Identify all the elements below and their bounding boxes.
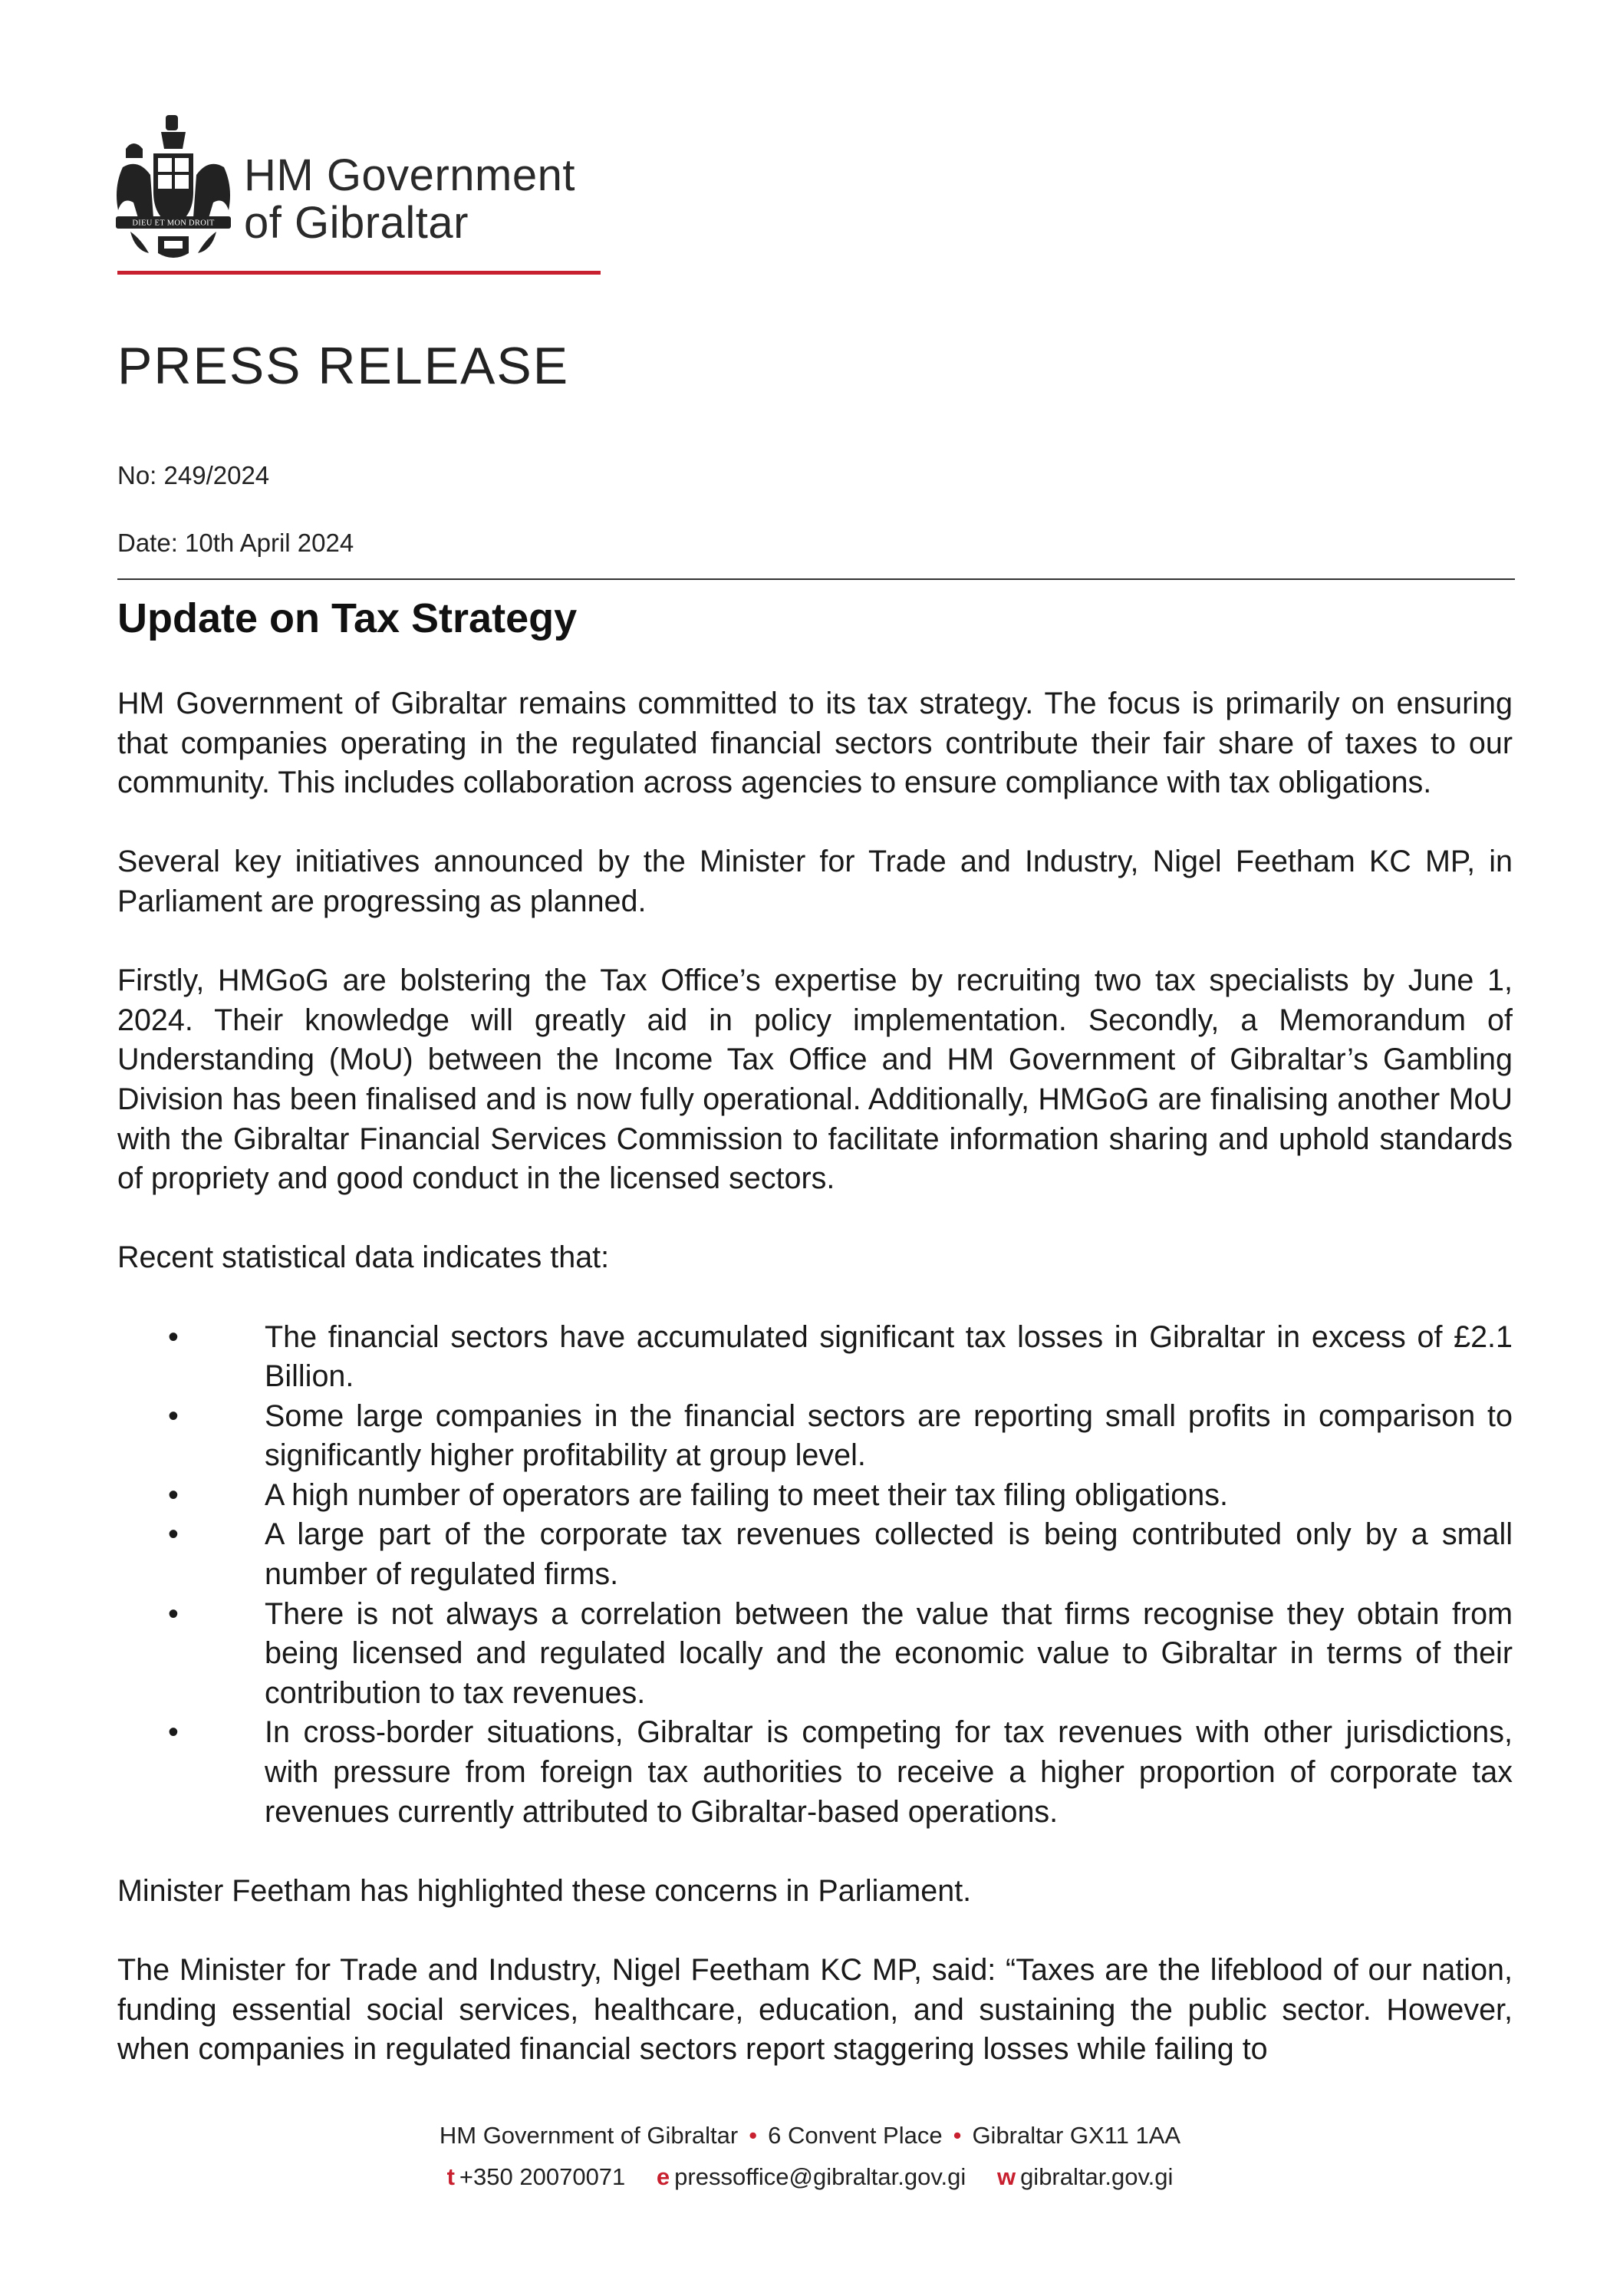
bullet-icon: •	[168, 1596, 179, 1631]
organisation-name	[244, 152, 575, 247]
separator-dot-icon: •	[953, 2122, 962, 2149]
bullet-icon: •	[168, 1398, 179, 1433]
bullet-icon: •	[168, 1319, 179, 1354]
bullet-icon: •	[168, 1517, 179, 1552]
org-name-line-2: of Gibraltar	[244, 198, 469, 248]
footer-org: HM Government of Gibraltar	[439, 2122, 739, 2149]
paragraph: The Minister for Trade and Industry, Nigel Feetham KC MP, said: “Taxes are the lifeblood of our nation, funding essential social services, healthcare, education, and sustaining the public sector. However, when companies in regulated financial sectors report staggering losses while failing to	[117, 1953, 1513, 2067]
list-item-text: There is not always a correlation between the value that firms recognise they obtain from being licensed and regulated locally and the economic value to Gibraltar in terms of their contribution to tax revenues.	[265, 1596, 1513, 1710]
paragraph: Several key initiatives announced by the Minister for Trade and Industry, Nigel Feetham KC MP, in Parliament are progressing as planned.	[117, 845, 1513, 918]
paragraph: HM Government of Gibraltar remains committed to its tax strategy. The focus is primarily on ensuring that companies operating in the regulated financial sectors contribute their fair share of taxes to our community. This includes collaboration across agencies to ensure compliance with tax obligations.	[117, 687, 1513, 800]
separator-dot-icon: •	[749, 2122, 758, 2149]
list-item-text: Some large companies in the financial sectors are reporting small profits in comparison to significantly higher profitability at group level.	[265, 1398, 1513, 1473]
document-type: PRESS RELEASE	[117, 337, 570, 395]
bullet-icon: •	[168, 1477, 179, 1512]
paragraph: Minister Feetham has highlighted these concerns in Parliament.	[117, 1873, 972, 1908]
press-release-body	[117, 684, 1513, 2103]
royal-coat-of-arms-icon	[115, 114, 232, 264]
paragraph: Firstly, HMGoG are bolstering the Tax Office’s expertise by recruiting two tax specialists by June 1, 2024. Their knowledge will greatly aid in policy implementation. Secondly, a Memorandum of Understanding (MoU) between the Income Tax Office and HM Government of Gibraltar’s Gambling Division has been finalised and is now fully operational. Additionally, HMGoG are finalising another MoU with the Gibraltar Financial Services Commission to facilitate information sharing and uphold standards of propriety and good conduct in the licensed sectors.	[117, 964, 1513, 1196]
list-item	[117, 1476, 1513, 1516]
web-label: w	[996, 2163, 1016, 2190]
release-number: No: 249/2024	[117, 461, 270, 489]
footer-email-link[interactable]: pressoffice@gibraltar.gov.gi	[674, 2163, 966, 2190]
list-item	[117, 1318, 1513, 1397]
list-item-text: A high number of operators are failing to meet their tax filing obligations.	[265, 1477, 1228, 1512]
footer-address	[0, 2122, 1620, 2149]
release-date: Date: 10th April 2024	[117, 529, 354, 557]
statistics-list	[117, 1318, 1513, 1833]
org-name-line-1: HM Government	[244, 150, 575, 200]
footer-contact	[0, 2163, 1620, 2191]
list-item	[117, 1515, 1513, 1594]
bullet-icon: •	[168, 1715, 179, 1750]
divider	[117, 578, 1515, 580]
government-logo	[115, 114, 606, 267]
paragraph: Recent statistical data indicates that:	[117, 1240, 610, 1275]
email-label: e	[656, 2163, 670, 2190]
list-item	[117, 1595, 1513, 1714]
footer-street: 6 Convent Place	[768, 2122, 943, 2149]
footer-phone[interactable]: +350 20070071	[459, 2163, 626, 2190]
crest-motto: DIEU ET MON DROIT	[132, 219, 215, 228]
list-item-text: The financial sectors have accumulated significant tax losses in Gibraltar in excess of £2.1 Billion.	[265, 1319, 1513, 1394]
header-red-rule	[117, 271, 601, 275]
phone-label: t	[446, 2163, 455, 2190]
list-item	[117, 1713, 1513, 1832]
headline: Update on Tax Strategy	[117, 595, 578, 641]
footer-city: Gibraltar GX11 1AA	[972, 2122, 1181, 2149]
list-item-text: A large part of the corporate tax revenues collected is being contributed only by a small number of regulated firms.	[265, 1517, 1513, 1592]
list-item-text: In cross-border situations, Gibraltar is competing for tax revenues with other jurisdictions, with pressure from foreign tax authorities to receive a higher proportion of corporate tax revenues currently attributed to Gibraltar-based operations.	[265, 1715, 1513, 1829]
list-item	[117, 1397, 1513, 1476]
footer-website-link[interactable]: gibraltar.gov.gi	[1020, 2163, 1174, 2190]
